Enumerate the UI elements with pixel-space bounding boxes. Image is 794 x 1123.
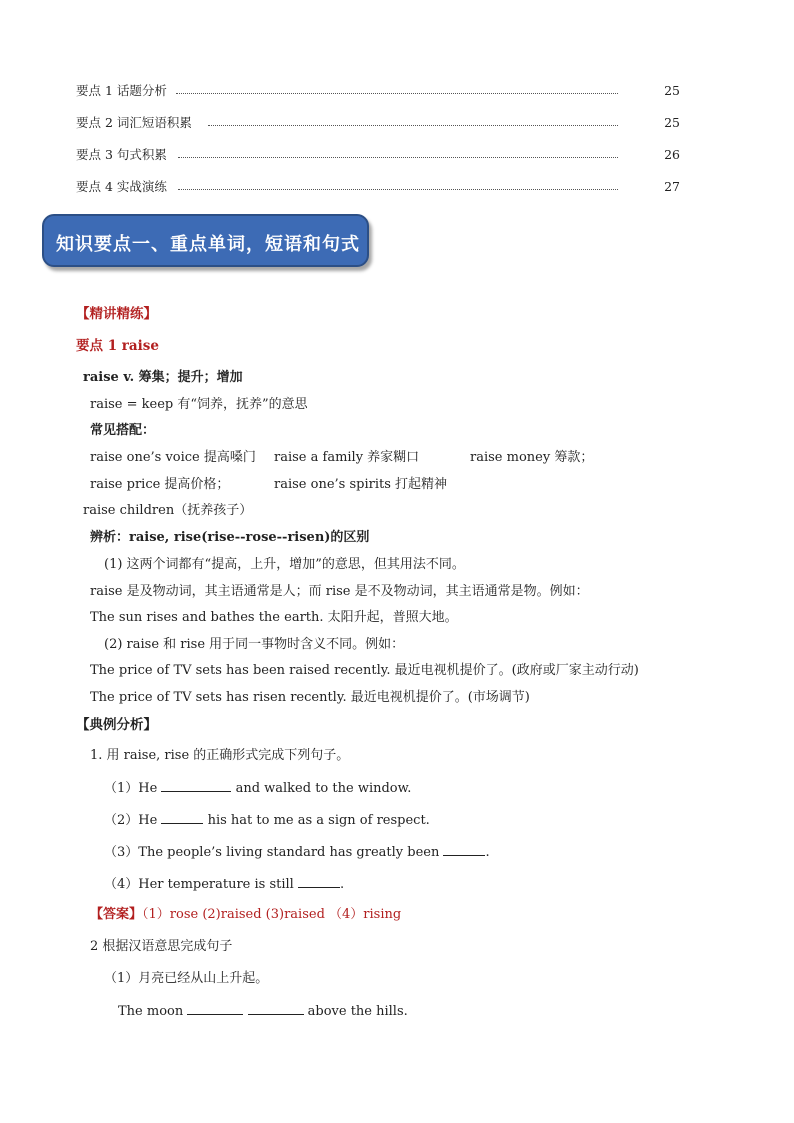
question-item	[104, 779, 411, 798]
toc-row-1[interactable]	[76, 83, 680, 99]
analysis-heading: 辨析：raise, rise(rise--rose--risen)的区别	[90, 530, 370, 545]
question-prefix: The moon	[118, 1004, 188, 1019]
question-prefix: （1）He	[104, 781, 162, 796]
analysis-paragraph: raise 是及物动词，其主语通常是人；而 rise 是不及物动词，其主语通常是物。例如：	[90, 584, 589, 599]
toc-label: 要点 2 词汇短语积累	[76, 115, 192, 130]
section-banner	[42, 214, 369, 267]
answer-blank[interactable]	[443, 843, 485, 856]
question-prefix: （3）The people’s living standard has greatly been	[104, 845, 444, 860]
answer-line	[90, 906, 401, 924]
toc-row-3[interactable]	[76, 147, 680, 163]
question-prefix: （4）Her temperature is still	[104, 877, 298, 892]
raise-keep-note: raise = keep 有“饲养，抚养”的意思	[90, 397, 308, 412]
answer-text: （1）rose (2)raised (3)raised （4）rising	[142, 907, 402, 922]
collocation-item: raise children（抚养孩子）	[83, 503, 253, 518]
banner-title: 知识要点一、重点单词，短语和句式	[56, 234, 360, 255]
collocation-item: raise a family 养家糊口	[274, 450, 420, 465]
answer-blank[interactable]	[161, 811, 203, 824]
collocation-item: raise one’s voice 提高嗓门	[90, 450, 256, 465]
toc-page: 25	[664, 115, 680, 130]
question-suffix: above the hills.	[303, 1004, 408, 1019]
question-item: （1）月亮已经从山上升起。	[104, 971, 269, 986]
toc-row-2[interactable]	[76, 115, 680, 131]
toc-page: 25	[664, 83, 680, 98]
answer-blank[interactable]	[298, 875, 340, 888]
question-suffix: .	[339, 877, 345, 892]
analysis-paragraph: (2) raise 和 rise 用于同一事物时含义不同。例如：	[104, 637, 405, 652]
question-item	[104, 843, 490, 862]
collocation-item: raise money 筹款；	[470, 450, 594, 465]
collocation-item: raise price 提高价格；	[90, 477, 230, 492]
toc-page: 26	[664, 147, 680, 162]
question-item	[104, 875, 344, 894]
answer-blank[interactable]	[248, 1002, 304, 1015]
toc-label: 要点 3 句式积累	[76, 147, 167, 162]
question-2: 2 根据汉语意思完成句子	[90, 939, 233, 954]
point-title: 要点 1 raise	[76, 338, 159, 354]
toc-leader	[178, 189, 618, 190]
toc-leader	[208, 125, 618, 126]
example-sentence: The sun rises and bathes the earth. 太阳升起，普照大地。	[90, 610, 458, 625]
question-suffix: and walked to the window.	[231, 781, 412, 796]
toc-label: 要点 1 话题分析	[76, 83, 167, 98]
toc-leader	[178, 157, 618, 158]
toc-leader	[176, 93, 618, 94]
question-sentence	[118, 1002, 408, 1021]
toc-label: 要点 4 实战演练	[76, 179, 167, 194]
section-heading: 【精讲精练】	[76, 306, 157, 322]
collocation-heading: 常见搭配：	[90, 423, 156, 438]
collocation-item: raise one’s spirits 打起精神	[274, 477, 447, 492]
answer-label: 【答案】	[90, 907, 143, 922]
question-suffix: his hat to me as a sign of respect.	[203, 813, 430, 828]
examples-heading: 【典例分析】	[76, 717, 157, 733]
answer-blank[interactable]	[161, 779, 231, 792]
question-suffix: .	[485, 845, 490, 860]
analysis-paragraph: (1) 这两个词都有“提高，上升，增加”的意思，但其用法不同。	[104, 557, 465, 572]
raise-definition: raise v. 筹集；提升；增加	[83, 370, 243, 385]
question-prefix: （2）He	[104, 813, 162, 828]
example-sentence: The price of TV sets has risen recently. 最近电视机提价了。(市场调节)	[90, 690, 530, 705]
answer-blank[interactable]	[187, 1002, 243, 1015]
toc-page: 27	[664, 179, 680, 194]
question-item	[104, 811, 430, 830]
question-1: 1. 用 raise, rise 的正确形式完成下列句子。	[90, 748, 350, 763]
toc-row-4[interactable]	[76, 179, 680, 195]
example-sentence: The price of TV sets has been raised recently. 最近电视机提价了。(政府或厂家主动行动)	[90, 663, 639, 678]
